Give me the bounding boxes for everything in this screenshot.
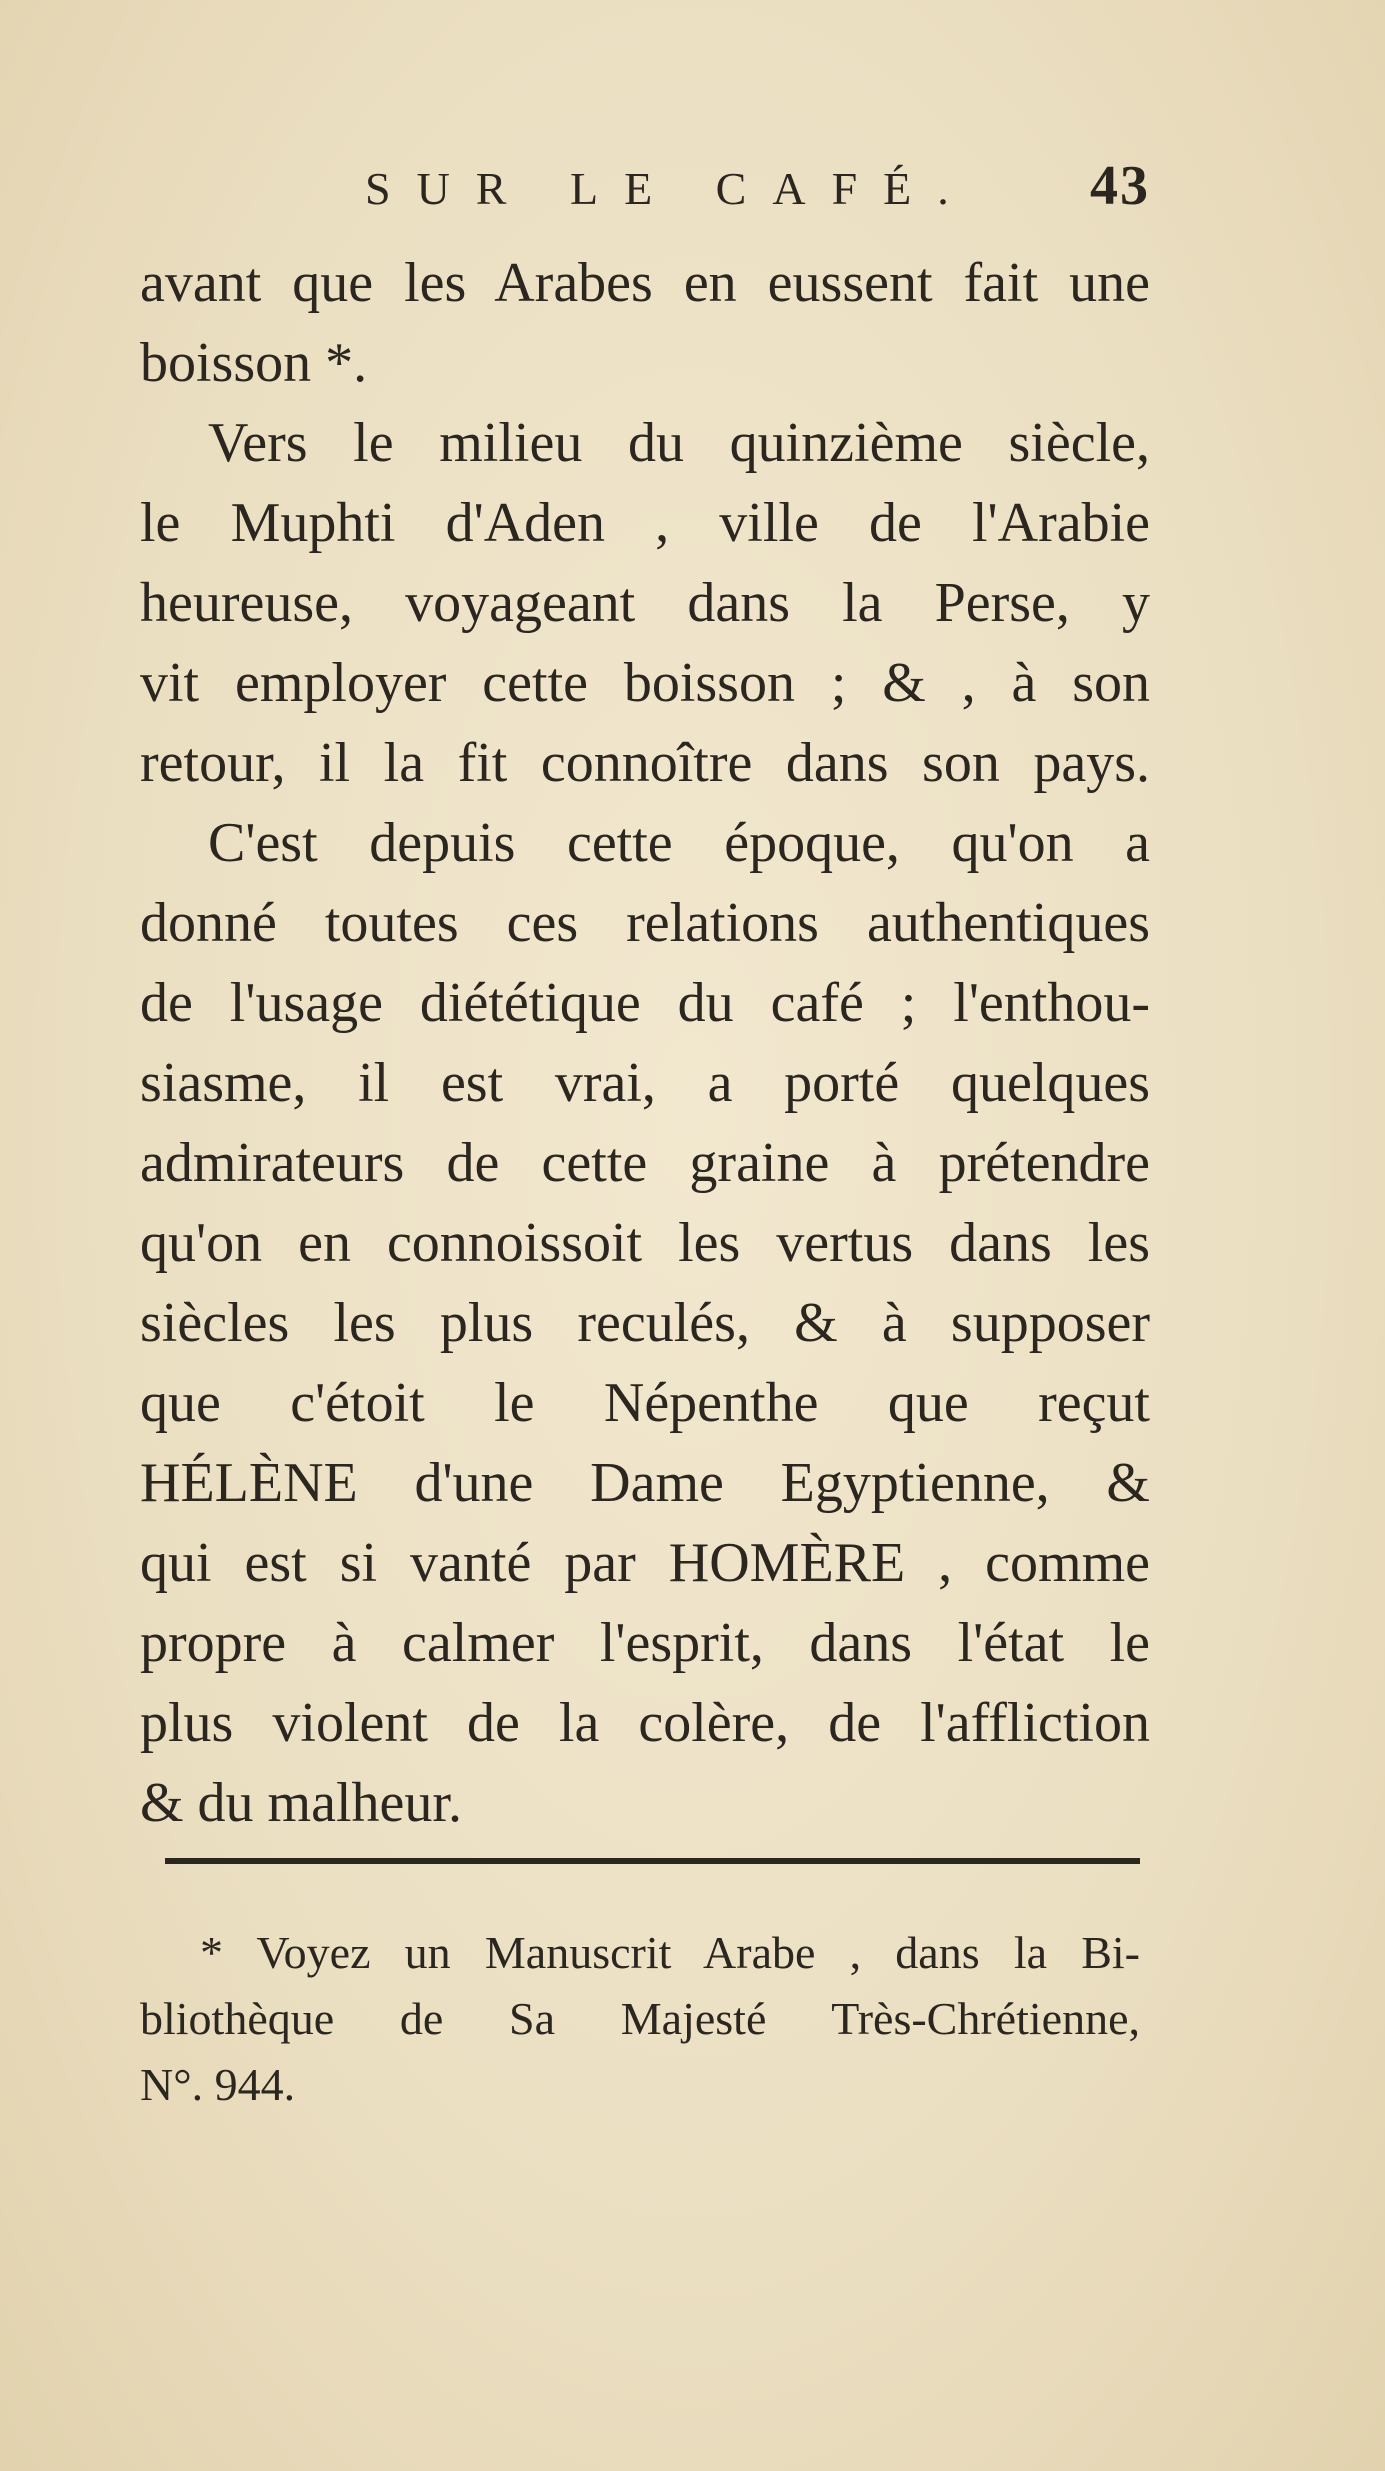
text-line: Vers le milieu du quinzième siècle,: [208, 412, 1150, 474]
footnote-line: bliothèque de Sa Majesté Très-Chrétienne,: [140, 1993, 1140, 2044]
text-line: boisson *.: [140, 332, 368, 394]
text-line: avant que les Arabes en eussent fait une: [140, 252, 1150, 314]
footnote: [140, 1920, 1140, 2118]
text-line: admirateurs de cette graine à prétendre: [140, 1132, 1150, 1194]
text-line: & du malheur.: [140, 1772, 462, 1834]
text-line: que c'étoit le Népenthe que reçut: [140, 1372, 1150, 1434]
text-line: retour, il la fit connoître dans son pays.: [140, 732, 1150, 794]
text-line: heureuse, voyageant dans la Perse, y: [140, 572, 1150, 634]
page-header: [140, 150, 1150, 230]
text-line: C'est depuis cette époque, qu'on a: [208, 812, 1150, 874]
text-line: siasme, il est vrai, a porté quelques: [140, 1052, 1150, 1114]
text-line: propre à calmer l'esprit, dans l'état le: [140, 1612, 1150, 1674]
text-line: qu'on en connoissoit les vertus dans les: [140, 1212, 1150, 1274]
text-line: donné toutes ces relations authentiques: [140, 892, 1150, 954]
text-line: HÉLÈNE d'une Dame Egyptienne, &: [140, 1452, 1150, 1514]
body-text: [140, 243, 1150, 1834]
text-line: vit employer cette boisson ; & , à son: [140, 652, 1150, 714]
text-line: siècles les plus reculés, & à supposer: [140, 1292, 1150, 1354]
page-number: 43: [1090, 155, 1150, 217]
text-line: plus violent de la colère, de l'affliction: [140, 1692, 1150, 1754]
text-line: qui est si vanté par HOMÈRE , comme: [140, 1532, 1150, 1594]
footnote-rule: [165, 1858, 1140, 1864]
text-line: le Muphti d'Aden , ville de l'Arabie: [140, 492, 1150, 554]
running-head: SUR LE CAFÉ.: [365, 163, 975, 214]
text-line: de l'usage diététique du café ; l'enthou-: [140, 972, 1150, 1034]
footnote-line: * Voyez un Manuscrit Arabe , dans la Bi-: [200, 1927, 1140, 1978]
footnote-line: N°. 944.: [140, 2059, 296, 2110]
